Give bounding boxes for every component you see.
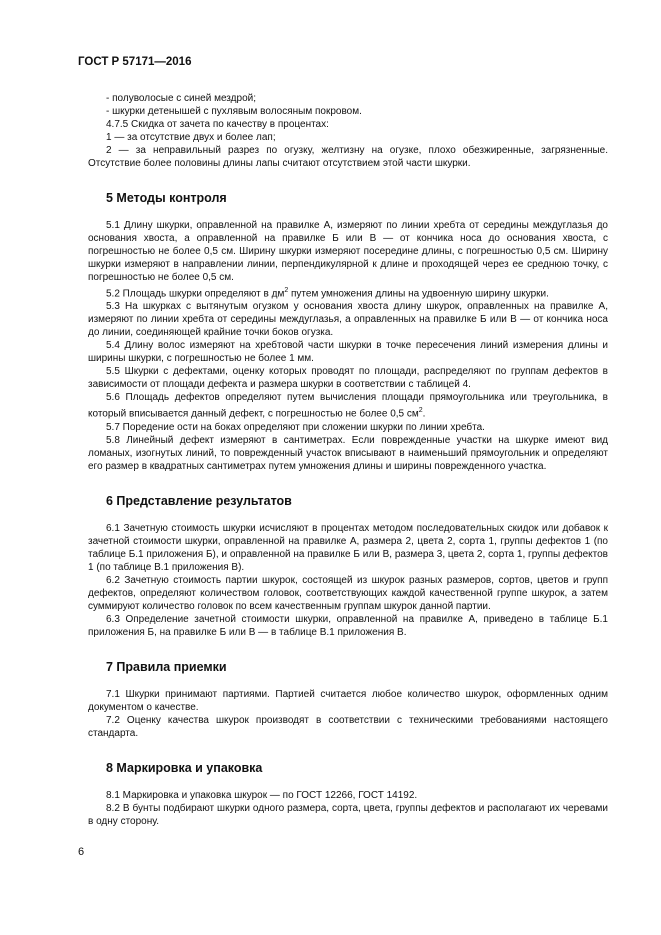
section-title: 6 Представление результатов (106, 493, 292, 508)
paragraph-text: путем умножения длины на удвоенную ширину шкурки. (288, 288, 549, 300)
paragraph-text: 6.3 Определение зачетной стоимости шкурки, оправленной на правилке А, приведено в таблице Б.1 приложения Б, на правилке Б или В — в таблице В.1 приложения В. (88, 613, 608, 638)
paragraph-text: . (422, 408, 426, 420)
superscript: 2 (418, 407, 423, 415)
intro-line: - полуволосые с синей мездрой; (106, 93, 256, 104)
document-body (88, 92, 608, 828)
intro-line: - шкурки детенышей с пухлявым волосяным покровом. (106, 106, 362, 117)
paragraph (88, 365, 608, 391)
paragraph (88, 284, 608, 300)
paragraph-text: 5.3 На шкурках с вытянутым огузком у основания хвоста длину шкурок, оправленных на правилке А, измеряют по линии хребта от середины междуглазья, а оправленных на правилке Б или В — от кончика носа до линии, соединяющей крайние точки боков огузка. (88, 301, 608, 339)
intro-line: 1 — за отсутствие двух и более лап; (106, 132, 276, 143)
paragraph-text: 5.2 Площадь шкурки определяют в дм (106, 288, 285, 300)
paragraph-text: 5.8 Линейный дефект измеряют в сантиметрах. Если поврежденные участки на шкурке имеют вид ломаных, изогнутых линий, то поврежденный участок вписывают в наименьший прямоугольник и определяют его размер в квадратных сантиметрах путем умножения длины и ширины поврежденного участка. (88, 434, 608, 472)
document-header: ГОСТ Р 57171—2016 (78, 56, 192, 68)
section-title: 8 Маркировка и упаковка (106, 760, 263, 775)
page-number: 6 (78, 846, 85, 858)
paragraph (88, 688, 608, 714)
paragraph (88, 522, 608, 574)
paragraph (88, 339, 608, 365)
paragraph (88, 802, 608, 828)
paragraph (88, 219, 608, 284)
superscript: 2 (284, 287, 289, 294)
paragraph-text: 5.6 Площадь дефектов определяют путем вычисления площади прямоугольника или треугольника, в который вписывается данный дефект, с погрешностью не более 0,5 см (88, 392, 608, 420)
paragraph-text: 6.2 Зачетную стоимость партии шкурок, состоящей из шкурок разных размеров, сортов, цветов и групп дефектов, определяют количеством головок, соответствующих каждой качественной группе шкурок, а затем суммируют количество головок по всем качественным группам шкурок данной партии. (88, 574, 608, 612)
paragraph (88, 300, 608, 339)
paragraph (88, 391, 608, 420)
paragraph (88, 613, 608, 639)
paragraph (88, 714, 608, 740)
section-title: 5 Методы контроля (106, 191, 227, 205)
paragraph-text: 7.2 Оценку качества шкурок производят в соответствии с техническими требованиями настоящего стандарта. (88, 714, 608, 739)
paragraph-text: 6.1 Зачетную стоимость шкурки исчисляют в процентах методом последовательных скидок или добавок к зачетной стоимости шкурки, оправленной на правилке А, размера 2, цвета 2, сорта 1, группы дефектов 1 (по таблице Б.1 приложения Б), и оправленной на правилке Б или В, размера 3, цвета 2, сорта 1, группы дефектов 1 (по таблице В.1 приложения В). (88, 522, 608, 573)
section-title: 7 Правила приемки (106, 659, 227, 674)
paragraph (88, 574, 608, 613)
intro-line: 4.7.5 Скидка от зачета по качеству в процентах: (106, 119, 329, 130)
paragraph (88, 789, 608, 802)
paragraph-text: 5.5 Шкурки с дефектами, оценку которых проводят по площади, распределяют по группам дефектов в зависимости от площади дефекта и размера шкурки в соответствии с таблицей 4. (88, 366, 608, 391)
paragraph-text: 8.1 Маркировка и упаковка шкурок — по ГОСТ 12266, ГОСТ 14192. (106, 789, 418, 801)
intro-line: 2 — за неправильный разрез по огузку, желтизну на огузке, плохо обезжиренные, загрязненные. Отсутствие более половины длины лапы считают отсутствием этой части шкурки. (88, 145, 608, 169)
paragraph (88, 421, 608, 434)
paragraph-text: 8.2 В бунты подбирают шкурки одного размера, сорта, цвета, группы дефектов и располагают их черевами в одну сторону. (88, 802, 608, 827)
paragraph (88, 434, 608, 473)
paragraph-text: 5.1 Длину шкурки, оправленной на правилке А, измеряют по линии хребта от середины междуглазья до основания хвоста, а оправленной на правилке Б или В — от кончика носа до основания хвоста, с погрешностью не более 0,5 см. Ширину шкурки измеряют посередине длины, с погрешностью 0,5 см. Ширину шкурки измеряют в направлении линии, перпендикулярной к длине и проходящей через ее среднюю точку, с погрешностью не более 0,5 см. (88, 220, 608, 283)
paragraph-text: 7.1 Шкурки принимают партиями. Партией считается любое количество шкурок, оформленных одним документом о качестве. (88, 688, 608, 713)
paragraph-text: 5.7 Поредение ости на боках определяют при сложении шкурки по линии хребта. (106, 421, 485, 433)
paragraph-text: 5.4 Длину волос измеряют на хребтовой части шкурки в точке пересечения линий измерения длины и ширины шкурки, с погрешностью не более 1 мм. (88, 340, 608, 365)
